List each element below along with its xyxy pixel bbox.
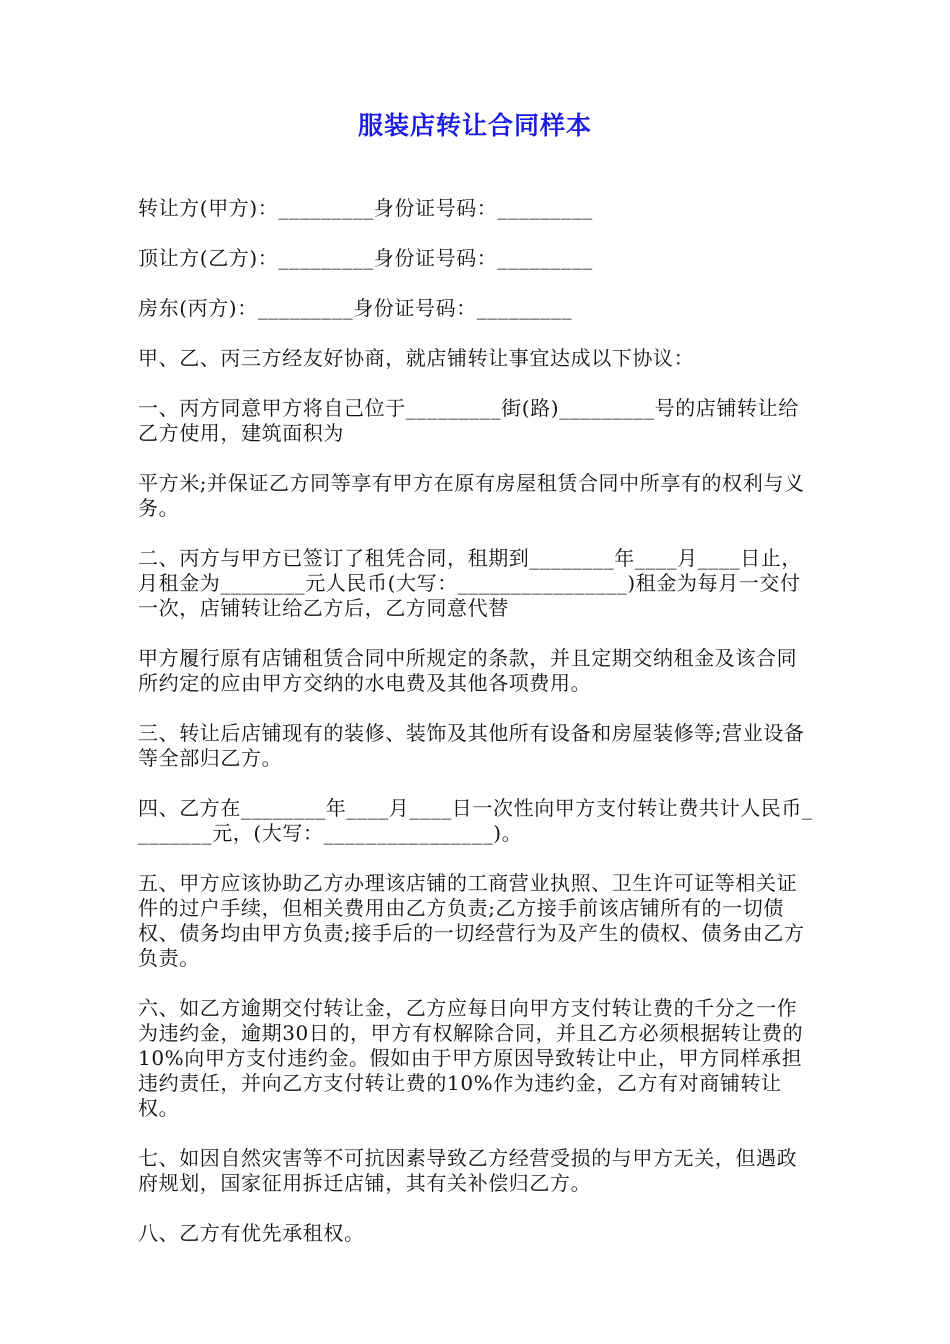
party-a-line: 转让方(甲方)：_________身份证号码：_________ [138,196,593,220]
document-title: 服装店转让合同样本 [357,111,592,140]
clause-2-continued: 甲方履行原有店铺租赁合同中所规定的条款，并且定期交纳租金及该合同所约定的应由甲方交纳的水电费及其他各项费用。 [138,646,798,695]
clause-2: 二、丙方与甲方已签订了租凭合同，租期到________年____月____日止，月租金为________元人民币(大写：________________)租金为每月一交付一次，店铺转让给乙方后，乙方同意代替 [138,546,802,620]
clause-7: 七、如因自然灾害等不可抗因素导致乙方经营受损的与甲方无关，但遇政府规划，国家征用拆迁店铺，其有关补偿归乙方。 [138,1146,798,1195]
clause-4: 四、乙方在________年____月____日一次性向甲方支付转让费共计人民币________元，(大写：________________)。 [138,796,813,845]
clause-3: 三、转让后店铺现有的装修、装饰及其他所有设备和房屋装修等;营业设备等全部归乙方。 [138,721,805,770]
party-b-line: 顶让方(乙方)：_________身份证号码：_________ [138,246,593,270]
party-c-line: 房东(丙方)：_________身份证号码：_________ [138,296,573,320]
clause-1: 一、丙方同意甲方将自己位于_________街(路)_________号的店铺转让给乙方使用，建筑面积为 [138,396,799,445]
clause-6: 六、如乙方逾期交付转让金，乙方应每日向甲方支付转让费的千分之一作为违约金，逾期30日的，甲方有权解除合同，并且乙方必须根据转让费的10%向甲方支付违约金。假如由于甲方原因导致转让中止，甲方同样承担违约责任，并向乙方支付转让费的10%作为违约金，乙方有对商铺转让权。 [138,996,804,1120]
agreement-intro: 甲、乙、丙三方经友好协商，就店铺转让事宜达成以下协议： [138,346,695,370]
clause-8: 八、乙方有优先承租权。 [138,1221,365,1245]
clause-1-continued: 平方米;并保证乙方同等享有甲方在原有房屋租赁合同中所享有的权利与义务。 [138,471,805,520]
clause-5: 五、甲方应该协助乙方办理该店铺的工商营业执照、卫生许可证等相关证件的过户手续，但相关费用由乙方负责;乙方接手前该店铺所有的一切债权、债务均由甲方负责;接手后的一切经营行为及产生的债权、债务由乙方负责。 [138,871,805,970]
document-body [138,196,814,1271]
